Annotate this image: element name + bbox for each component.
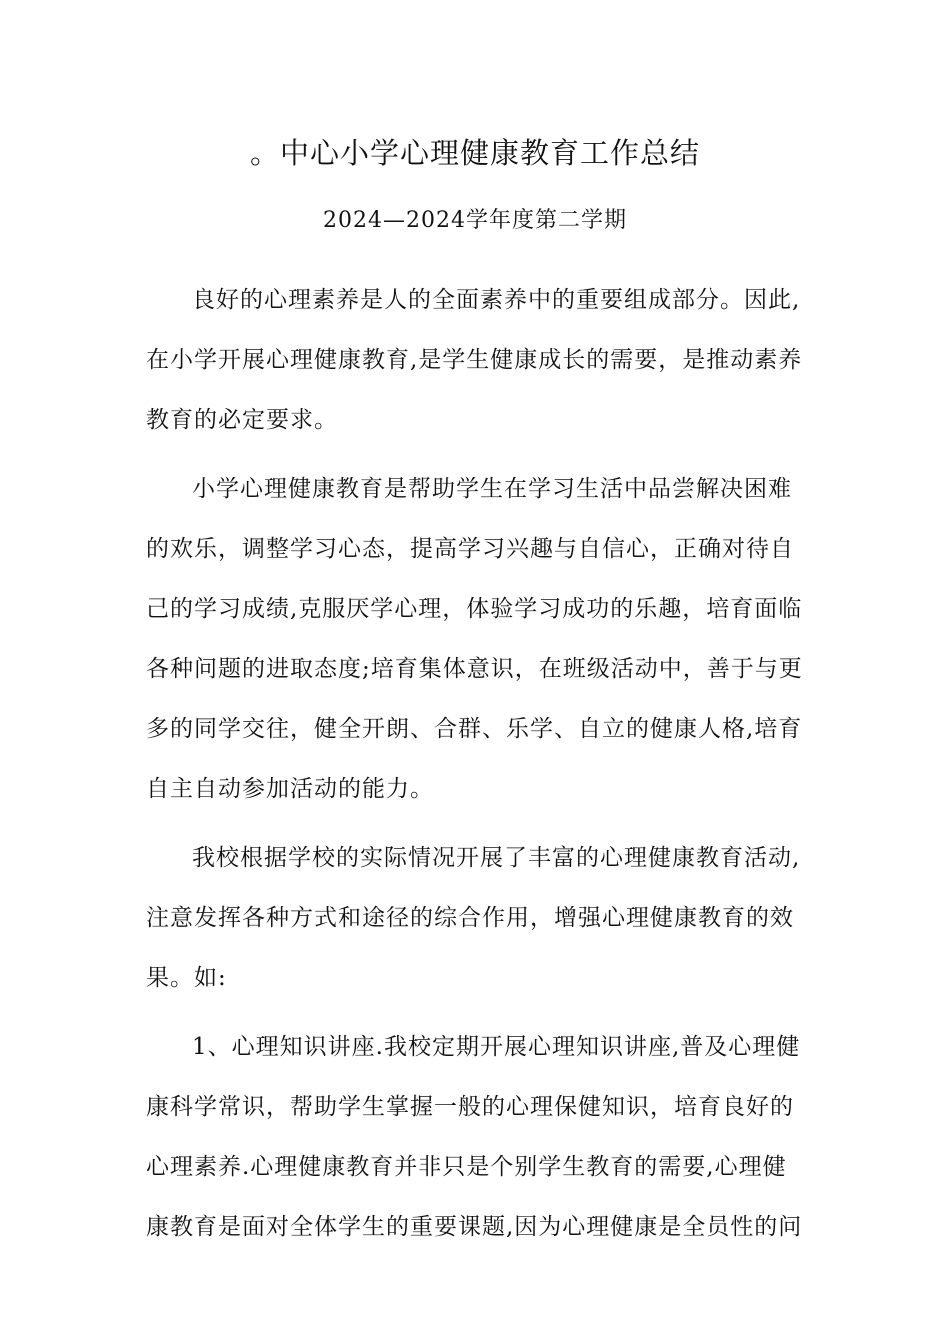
- paragraph-1: [146, 270, 806, 450]
- paragraph-line: 己的学习成绩,克服厌学心理，体验学习成功的乐趣，培育面临: [146, 596, 803, 622]
- paragraph-line: 我校根据学校的实际情况开展了丰富的心理健康教育活动,: [192, 845, 801, 871]
- paragraph-line: 自主自动参加活动的能力。: [146, 776, 434, 802]
- paragraph-line: 心理素养.心理健康教育并非只是个别学生教育的需要,心理健: [146, 1154, 787, 1180]
- paragraph-line: 康科学常识，帮助学生掌握一般的心理保健知识，培育良好的: [146, 1094, 794, 1120]
- paragraph-line: 的欢乐，调整学习心态，提高学习兴趣与自信心，正确对待自: [146, 536, 794, 562]
- paragraph-line: 1、心理知识讲座.我校定期开展心理知识讲座,普及心理健: [192, 1034, 801, 1060]
- paragraph-line: 注意发挥各种方式和途径的综合作用，增强心理健康教育的效: [146, 905, 794, 931]
- paragraph-line: 良好的心理素养是人的全面素养中的重要组成部分。因此,: [192, 287, 801, 313]
- paragraph-4: [146, 1017, 806, 1257]
- paragraph-line: 在小学开展心理健康教育,是学生健康成长的需要，是推动素养: [146, 347, 803, 373]
- paragraph-3: [146, 828, 806, 1008]
- paragraph-line: 多的同学交往，健全开朗、合群、乐学、自立的健康人格,培育: [146, 716, 803, 742]
- document-title: 。中心小学心理健康教育工作总结: [249, 136, 700, 170]
- document-body: [146, 270, 806, 1257]
- paragraph-line: 小学心理健康教育是帮助学生在学习生活中品尝解决困难: [192, 476, 792, 502]
- paragraph-line: 各种问题的进取态度;培育集体意识，在班级活动中，善于与更: [146, 656, 803, 682]
- document-subtitle: 2024—2024学年度第二学期: [323, 208, 627, 233]
- paragraph-2: [146, 459, 806, 819]
- paragraph-line: 果。如:: [146, 965, 227, 991]
- paragraph-line: 康教育是面对全体学生的重要课题,因为心理健康是全员性的问: [146, 1214, 803, 1240]
- paragraph-line: 教育的必定要求。: [146, 407, 338, 433]
